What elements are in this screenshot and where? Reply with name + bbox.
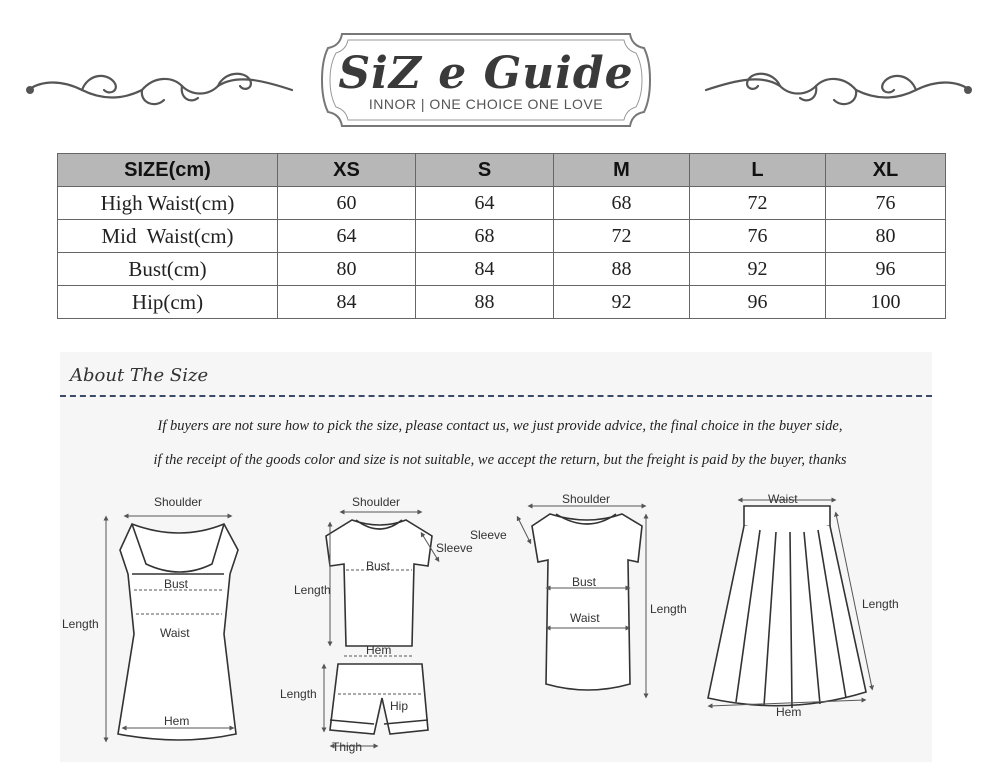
- skirt-length-label: Length: [862, 597, 899, 611]
- table-cell: 72: [690, 187, 826, 220]
- table-row: [58, 187, 946, 220]
- skirt-diagram: [708, 500, 872, 708]
- table-cell: 64: [416, 187, 554, 220]
- table-cell: 88: [554, 253, 690, 286]
- table-cell: 76: [826, 187, 946, 220]
- tshirt-length-label: Length: [294, 583, 331, 597]
- tshirt-bust-label: Bust: [366, 559, 391, 573]
- tee-bust-label: Bust: [572, 575, 597, 589]
- dress-waist-label: Waist: [160, 626, 190, 640]
- right-flourish-ornament: [700, 62, 976, 112]
- tshirt-shorts-diagram: [324, 512, 438, 746]
- dress-shoulder-label: Shoulder: [154, 495, 203, 509]
- row-label: High Waist(cm): [58, 187, 278, 220]
- column-header: M: [554, 154, 690, 187]
- table-cell: 96: [690, 286, 826, 319]
- table-cell: 96: [826, 253, 946, 286]
- table-cell: 64: [278, 220, 416, 253]
- table-cell: 88: [416, 286, 554, 319]
- shorts-length-label: Length: [280, 687, 317, 701]
- skirt-waist-label: Waist: [768, 492, 798, 506]
- tshirt-sleeve-label: Sleeve: [436, 541, 473, 555]
- skirt-hem-label: Hem: [776, 705, 802, 719]
- column-header: SIZE(cm): [58, 154, 278, 187]
- size-guide-badge: [318, 30, 654, 130]
- shorts-thigh-label: Thigh: [332, 740, 363, 754]
- table-cell: 76: [690, 220, 826, 253]
- column-header: S: [416, 154, 554, 187]
- table-cell: 80: [278, 253, 416, 286]
- dress-length-label: Length: [62, 617, 99, 631]
- tee-shoulder-label: Shoulder: [562, 492, 611, 506]
- tee-waist-label: Waist: [570, 611, 600, 625]
- measurement-diagrams: [60, 484, 940, 766]
- row-label: Mid Waist(cm): [58, 220, 278, 253]
- table-cell: 84: [416, 253, 554, 286]
- row-label: Bust(cm): [58, 253, 278, 286]
- table-cell: 92: [690, 253, 826, 286]
- notice-line-1: If buyers are not sure how to pick the size, please contact us, we just provide advice, the final choice in the buyer side,: [157, 418, 843, 434]
- notice-line-2: if the receipt of the goods color and size is not suitable, we accept the return, but the freight is paid by the buyer, thanks: [153, 452, 847, 468]
- table-cell: 100: [826, 286, 946, 319]
- row-label: Hip(cm): [58, 286, 278, 319]
- table-cell: 68: [416, 220, 554, 253]
- tshirt-hem-label: Hem: [366, 643, 392, 657]
- column-header: XS: [278, 154, 416, 187]
- tshirt-shoulder-label: Shoulder: [352, 495, 401, 509]
- divider: [60, 395, 932, 397]
- tee-diagram: [518, 506, 646, 696]
- table-cell: 92: [554, 286, 690, 319]
- dress-hem-label: Hem: [164, 714, 190, 728]
- tee-length-label: Length: [650, 602, 687, 616]
- dress-bust-label: Bust: [164, 577, 189, 591]
- badge-title: SiZ e Guide: [338, 48, 634, 99]
- table-row: [58, 253, 946, 286]
- table-row: [58, 286, 946, 319]
- table-cell: 80: [826, 220, 946, 253]
- table-cell: 84: [278, 286, 416, 319]
- about-title: About The Size: [70, 365, 209, 386]
- tee-sleeve-label: Sleeve: [470, 528, 507, 542]
- table-cell: 72: [554, 220, 690, 253]
- left-flourish-ornament: [22, 62, 298, 112]
- column-header: L: [690, 154, 826, 187]
- table-row: [58, 220, 946, 253]
- size-table-header-row: [58, 154, 946, 187]
- column-header: XL: [826, 154, 946, 187]
- badge-subtitle: INNOR | ONE CHOICE ONE LOVE: [368, 96, 604, 112]
- size-table: [57, 153, 946, 319]
- table-cell: 60: [278, 187, 416, 220]
- table-cell: 68: [554, 187, 690, 220]
- shorts-hip-label: Hip: [390, 699, 409, 713]
